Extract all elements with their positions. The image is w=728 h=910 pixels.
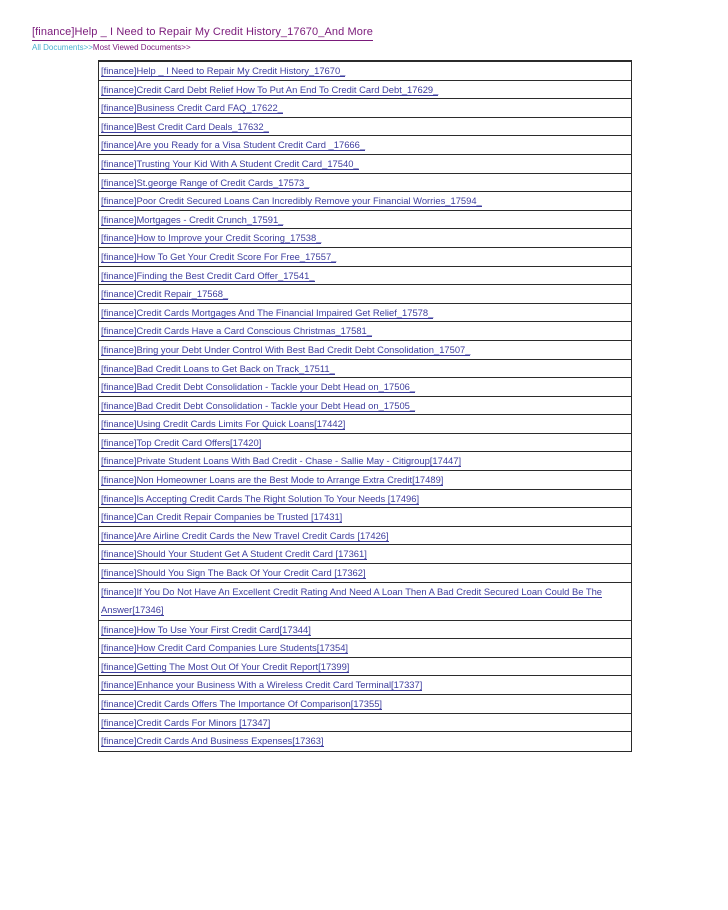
document-link[interactable]: [finance]Credit Cards Offers The Importance Of Comparison[17355] <box>101 698 383 709</box>
page-header <box>32 22 373 53</box>
document-list-item <box>99 229 631 248</box>
document-link[interactable]: [finance]Enhance your Business With a Wireless Credit Card Terminal[17337] <box>101 679 423 691</box>
document-list-item <box>99 564 631 583</box>
document-link[interactable]: [finance]Finding the Best Credit Card Offer_17541_ <box>101 269 315 281</box>
document-list-item <box>99 81 631 100</box>
document-list-item <box>99 415 631 434</box>
document-link[interactable]: [finance]Business Credit Card FAQ_17622_ <box>101 102 283 114</box>
document-list-item <box>99 192 631 211</box>
document-list-item <box>99 621 631 640</box>
document-link[interactable]: [finance]Are Airline Credit Cards the New Travel Credit Cards [17426] <box>101 529 389 541</box>
document-link[interactable]: [finance]Bad Credit Debt Consolidation - Tackle your Debt Head on_17505_ <box>101 399 416 411</box>
document-list-item <box>99 360 631 379</box>
document-list-item <box>99 490 631 509</box>
breadcrumb-trailing-separator: >> <box>181 43 191 52</box>
document-link[interactable]: [finance]Bad Credit Debt Consolidation - Tackle your Debt Head on_17506_ <box>101 381 416 393</box>
document-list-item <box>99 639 631 658</box>
document-list-item <box>99 118 631 137</box>
document-link[interactable]: [finance]Top Credit Card Offers[17420] <box>101 436 262 448</box>
document-list-item <box>99 304 631 323</box>
document-list-item <box>99 452 631 471</box>
document-list-item <box>99 285 631 304</box>
document-link[interactable]: [finance]Poor Credit Secured Loans Can Incredibly Remove your Financial Worries_17594_ <box>101 195 482 207</box>
document-list-item <box>99 322 631 341</box>
document-link[interactable]: [finance]Credit Repair_17568_ <box>101 288 229 300</box>
document-list-item <box>99 676 631 695</box>
breadcrumb-separator: >> <box>83 43 93 52</box>
document-link[interactable]: [finance]Trusting Your Kid With A Student Credit Card_17540_ <box>101 157 359 169</box>
document-list-item <box>99 658 631 677</box>
document-list-item <box>99 62 631 81</box>
document-list-item <box>99 378 631 397</box>
document-link[interactable]: [finance]St.george Range of Credit Cards_17573_ <box>101 176 310 188</box>
document-link[interactable]: [finance]Credit Cards Mortgages And The Financial Impaired Get Relief_17578_ <box>101 306 434 318</box>
document-link[interactable]: [finance]Is Accepting Credit Cards The Right Solution To Your Needs [17496] <box>101 492 420 504</box>
document-list-item <box>99 341 631 360</box>
document-link[interactable]: [finance]How To Get Your Credit Score For Free_17557_ <box>101 250 337 262</box>
document-list-item <box>99 471 631 490</box>
document-link[interactable]: [finance]Mortgages - Credit Crunch_17591_ <box>101 213 284 225</box>
document-link[interactable]: [finance]Private Student Loans With Bad Credit - Chase - Sallie May - Citigroup[17447] <box>101 455 462 467</box>
document-list-item <box>99 434 631 453</box>
document-list-item <box>99 508 631 527</box>
document-link[interactable]: [finance]Credit Card Debt Relief How To Put An End To Credit Card Debt_17629_ <box>101 83 439 95</box>
document-link[interactable]: [finance]Bad Credit Loans to Get Back on Track_17511_ <box>101 362 335 374</box>
document-list-item <box>99 714 631 733</box>
document-list-item <box>99 732 631 751</box>
document-link[interactable]: [finance]How To Use Your First Credit Card[17344] <box>101 623 311 635</box>
document-link[interactable]: [finance]Best Credit Card Deals_17632_ <box>101 120 269 132</box>
document-list-item <box>99 397 631 416</box>
document-link[interactable]: [finance]How to Improve your Credit Scoring_17538_ <box>101 232 322 244</box>
breadcrumb <box>32 43 373 53</box>
document-link[interactable]: [finance]Are you Ready for a Visa Student Credit Card _17666_ <box>101 139 366 151</box>
breadcrumb-all-documents-link[interactable]: All Documents <box>32 43 84 52</box>
page-title: [finance]Help _ I Need to Repair My Credit History_17670_And More <box>32 26 373 41</box>
document-link[interactable]: [finance]How Credit Card Companies Lure Students[17354] <box>101 642 349 654</box>
document-link[interactable]: [finance]Getting The Most Out Of Your Credit Report[17399] <box>101 660 350 672</box>
document-link[interactable]: [finance]Non Homeowner Loans are the Best Mode to Arrange Extra Credit[17489] <box>101 474 444 486</box>
document-list-item <box>99 267 631 286</box>
document-list-item <box>99 583 631 621</box>
document-list-item <box>99 695 631 714</box>
document-list-item <box>99 99 631 118</box>
document-link[interactable]: [finance]Should Your Student Get A Student Credit Card [17361] <box>101 548 367 560</box>
document-list-item <box>99 155 631 174</box>
document-list-item <box>99 174 631 193</box>
document-link[interactable]: [finance]Should You Sign The Back Of Your Credit Card [17362] <box>101 567 366 579</box>
document-link[interactable]: [finance]Credit Cards And Business Expenses[17363] <box>101 735 324 747</box>
document-list-item <box>99 545 631 564</box>
document-list <box>98 60 632 752</box>
document-link[interactable]: [finance]Using Credit Cards Limits For Quick Loans[17442] <box>101 418 346 430</box>
document-list-item <box>99 527 631 546</box>
document-link[interactable]: [finance]If You Do Not Have An Excellent Credit Rating And Need A Loan Then A Bad Credit Secured Loan Could Be The Answer[17346] <box>101 585 603 615</box>
document-link[interactable]: [finance]Credit Cards Have a Card Conscious Christmas_17581_ <box>101 325 372 337</box>
document-list-item <box>99 211 631 230</box>
document-list-item <box>99 136 631 155</box>
document-link[interactable]: [finance]Credit Cards For Minors [17347] <box>101 716 271 728</box>
breadcrumb-most-viewed-link[interactable]: Most Viewed Documents <box>92 43 182 52</box>
document-link[interactable]: [finance]Can Credit Repair Companies be Trusted [17431] <box>101 511 343 523</box>
document-link[interactable]: [finance]Bring your Debt Under Control With Best Bad Credit Debt Consolidation_17507_ <box>101 343 471 355</box>
document-link[interactable]: [finance]Help _ I Need to Repair My Credit History_17670_ <box>101 65 346 76</box>
document-list-item <box>99 248 631 267</box>
